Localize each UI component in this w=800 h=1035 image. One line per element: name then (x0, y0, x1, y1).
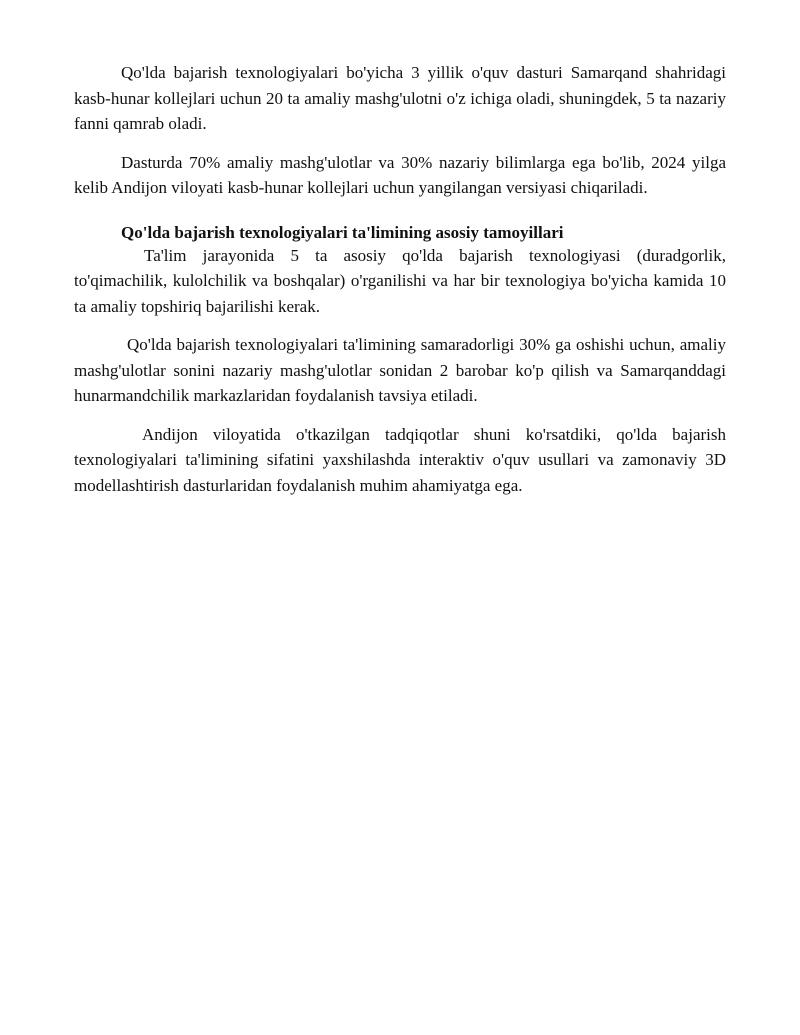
paragraph-practice-ratio: Dasturda 70% amaliy mashg'ulotlar va 30% nazariy bilimlarga ega bo'lib, 2024 yilga kelib Andijon viloyati kasb-hunar kollejlari uchun yangilangan versiyasi chiqariladi. (74, 152, 726, 197)
paragraph-efficiency: Qo'lda bajarish texnologiyalari ta'limining samaradorligi 30% ga oshishi uchun, amaliy mashg'ulotlar sonini nazariy mashg'ulotlar sonidan 2 barobar ko'p qilish va Samarqanddagi hunarmandchilik markazlaridan foydalanish tavsiya etiladi. (74, 335, 726, 405)
paragraph-technologies: Ta'lim jarayonida 5 ta asosiy qo'lda bajarish texnologiyasi (duradgorlik, to'qimachilik, kulolchilik va boshqalar) o'rganilishi va har bir texnologiya bo'yicha kamida 10 ta amaliy topshiriq bajarilishi kerak. (74, 245, 726, 316)
paragraph-research: Andijon viloyatida o'tkazilgan tadqiqotlar shuni ko'rsatdiki, qo'lda bajarish texnologiyalari ta'limining sifatini yaxshilashda interaktiv o'quv usullari va zamonaviy 3D modellashtirish dasturlaridan foydalanish muhim ahamiyatga ega. (74, 424, 726, 495)
document-page (74, 60, 726, 498)
section-heading: Qo'lda bajarish texnologiyalari ta'limining asosiy tamoyillari (121, 222, 564, 242)
paragraph-curriculum: Qo'lda bajarish texnologiyalari bo'yicha 3 yillik o'quv dasturi Samarqand shahridagi kasb-hunar kollejlari uchun 20 ta amaliy mashg'ulotni o'z ichiga oladi, shuningdek, 5 ta nazariy fanni qamrab oladi. (74, 63, 726, 133)
